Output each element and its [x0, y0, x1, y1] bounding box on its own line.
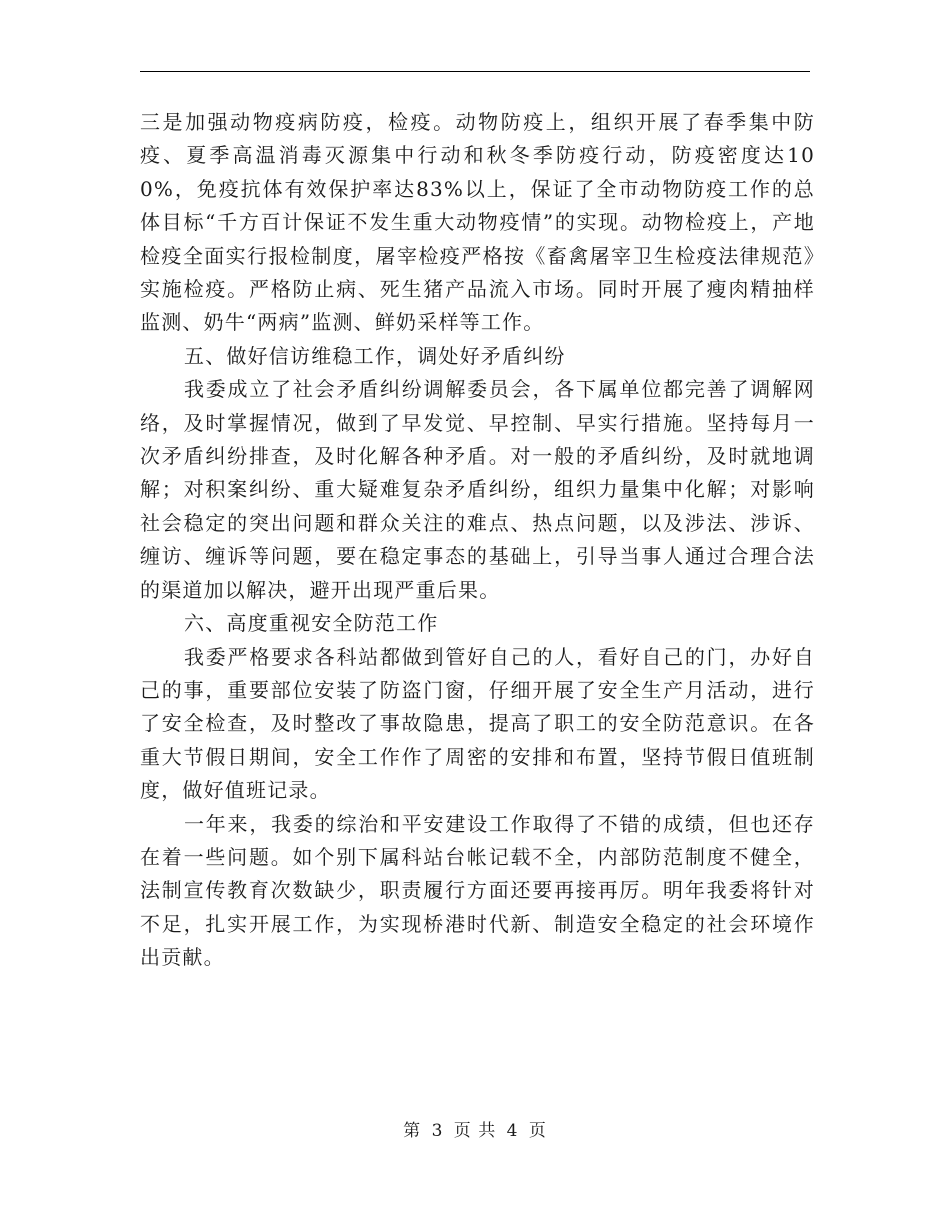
paragraph-animal-epidemic: 三是加强动物疫病防疫，检疫。动物防疫上，组织开展了春季集中防疫、夏季高温消毒灭源集中行动和秋冬季防疫行动，防疫密度达100%，免疫抗体有效保护率达83%以上，保证了全市动物防疫工作的总体目标“千方百计保证不发生重大动物疫情”的实现。动物检疫上，产地检疫全面实行报检制度，屠宰检疫严格按《畜禽屠宰卫生检疫法律规范》实施检疫。严格防止病、死生猪产品流入市场。同时开展了瘦肉精抽样监测、奶牛“两病”监测、鲜奶采样等工作。	[140, 110, 815, 335]
section-heading-petition: 五、做好信访维稳工作，调处好矛盾纠纷	[184, 343, 566, 368]
footer-suffix: 页	[528, 1121, 547, 1141]
paragraph-summary: 一年来，我委的综治和平安建设工作取得了不错的成绩，但也还存在着一些问题。如个别下属科站台帐记载不全，内部防范制度不健全，法制宣传教育次数缺少，职责履行方面还要再接再厉。明年我委将针对不足，扎实开展工作，为实现桥港时代新、制造安全稳定的社会环境作出贡献。	[140, 811, 815, 970]
paragraph-petition: 我委成立了社会矛盾纠纷调解委员会，各下属单位都完善了调解网络，及时掌握情况，做到了早发觉、早控制、早实行措施。坚持每月一次矛盾纠纷排查，及时化解各种矛盾。对一般的矛盾纠纷，及时就地调解；对积案纠纷、重大疑难复杂矛盾纠纷，组织力量集中化解；对影响社会稳定的突出问题和群众关注的难点、热点问题，以及涉法、涉诉、缠访、缠诉等问题，要在稳定事态的基础上，引导当事人通过合理合法的渠道加以解决，避开出现严重后果。	[140, 377, 815, 602]
page-footer	[0, 1116, 950, 1141]
footer-middle: 页 共	[453, 1121, 497, 1141]
section-heading-safety: 六、高度重视安全防范工作	[184, 611, 439, 636]
footer-total-pages: 4	[506, 1121, 519, 1141]
footer-prefix: 第	[403, 1121, 422, 1141]
header-rule	[140, 71, 810, 72]
paragraph-safety: 我委严格要求各科站都做到管好自己的人，看好自己的门，办好自己的事，重要部位安装了防盗门窗，仔细开展了安全生产月活动，进行了安全检查，及时整改了事故隐患，提高了职工的安全防范意识。在各重大节假日期间，安全工作作了周密的安排和布置，坚持节假日值班制度，做好值班记录。	[140, 644, 815, 803]
footer-current-page: 3	[431, 1121, 444, 1141]
document-body	[140, 106, 815, 975]
